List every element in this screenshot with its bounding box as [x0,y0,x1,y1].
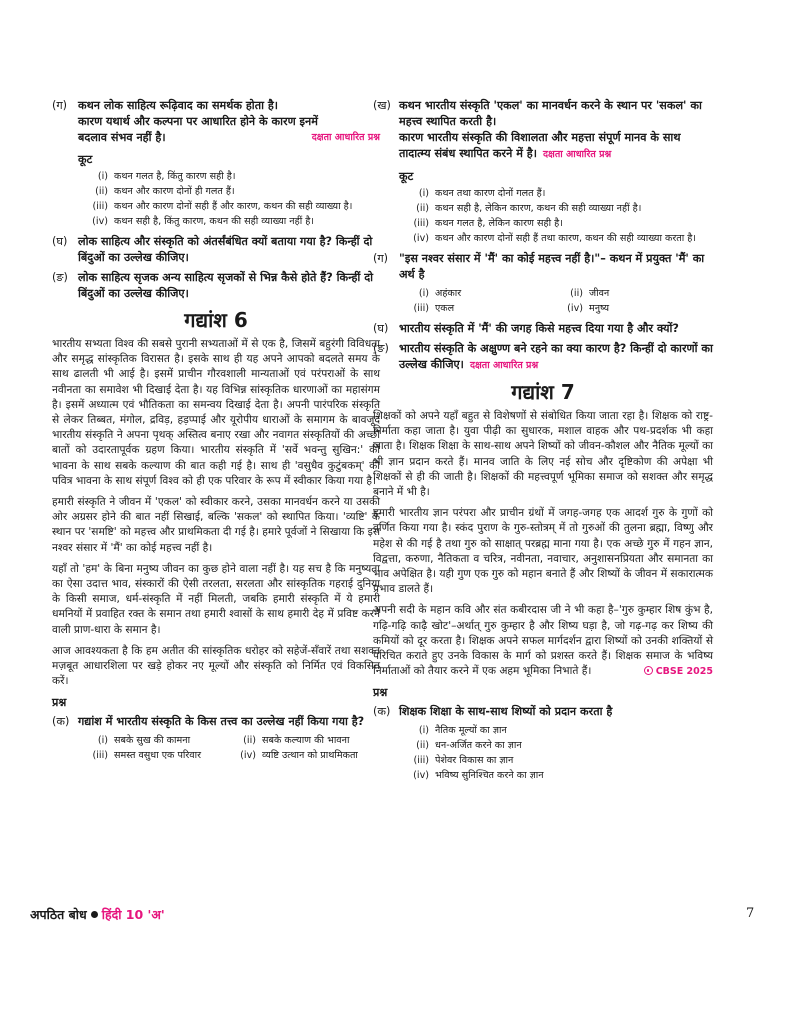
passage-paragraph: हमारी संस्कृति ने जीवन में 'एकल' को स्वीकार करने, उसका मानवर्धन करने या उसकी ओर अग्रसर होने की बात नहीं सिखाई, बल्कि 'सकल' को स्थापित किया। 'व्यष्टि' के स्थान पर 'समष्टि' को महत्त्व और प्राथमिकता दी गई है। हमारे पूर्वजों ने सिखाया कि इस नश्वर संसार में 'मैं' का कोई महत्त्व नहीं है। [52,496,380,554]
question-mark: (घ) [373,322,389,335]
passage-heading: गद्यांश 6 [184,308,248,332]
option: (ii) कथन सही है, लेकिन कारण, कथन की सही व्याख्या नहीं है। [416,203,642,214]
passage-paragraph: भारतीय सभ्यता विश्व की सबसे पुरानी सभ्यताओं में से एक है, जिसमें बहुरंगी विविधता और समृद्ध सांस्कृतिक विरासत है। इसके साथ ही यह अपने आपको बदलते समय के साथ ढालती भी आई है। इसमें प्राचीन गौरवशाली मान्यताओं एवं परंपराओं के साथ नवीनता का समावेश भी दिखाई देता है। यह विभिन्न सांस्कृतिक धारणाओं का महासंगम है। इसमें अध्यात्म एवं भौतिकता का समन्वय दिखाई देता है। अपनी पारंपरिक संस्कृति से लेकर तिब्बत, मंगोल, द्रविड़, हड़प्पाई और यूरोपीय धाराओं के समागम के बावजूद भारतीय संस्कृति ने अपना पृथक् अस्तित्व बनाए रखा और नवागत संस्कृतियों की अच्छी बातों को उदारतापूर्वक ग्रहण किया। भारतीय संस्कृति में 'सर्वे भवन्तु सुखिन:' की भावना के साथ सबके कल्याण की बात कही गई है। साथ ही 'वसुधैव कुटुंबकम्' की पवित्र भावना के साथ संपूर्ण विश्व को ही एक परिवार के रूप में स्वीकार किया गया है। [52,338,380,487]
competency-tag: दक्षता आधारित प्रश्न [542,149,612,160]
question-text: "इस नश्वर संसार में 'मैं' का कोई महत्त्व नहीं है।"– कथन में प्रयुक्त 'मैं' का अर्थ है [399,252,705,281]
mcq-options [84,734,380,762]
left-column [52,98,380,768]
questions-heading: प्रश्न [373,686,388,700]
koot-options [405,187,713,245]
page-footer [30,906,165,923]
book-title: अपठित बोध [30,907,87,922]
mcq-options [405,287,713,315]
reason-cont: बदलाव संभव नहीं है। [78,131,166,144]
questions-heading: प्रश्न [52,696,67,710]
bullet-icon [91,911,98,918]
koot-heading: कूट [78,153,93,166]
option: (iv) कथन सही है, किंतु कारण, कथन की सही व्याख्या नहीं है। [92,216,314,227]
question-ka [52,714,380,730]
question-text: लोक साहित्य और संस्कृति को अंतर्संबंधित क्यों बताया गया है? किन्हीं दो बिंदुओं का उल्लेख कीजिए। [78,235,373,264]
question-mark: (ग) [373,252,389,265]
question-text: शिक्षक शिक्षा के साथ-साथ शिष्यों को प्रदान करता है [399,705,613,719]
koot-heading: कूट [399,170,414,183]
passage-paragraph: यहाँ तो 'हम' के बिना मनुष्य जीवन का कुछ होने वाला नहीं है। यह सच है कि मनुष्यता का ऐसा उदात्त भाव, संस्कारों की ऐसी तरलता, सरलता और सांस्कृतिक गहराई दुनिया के किसी समाज, धर्म-संस्कृति में नहीं मिलती, जबकि हमारी संस्कृति में ये हमारी धमनियों में प्रवाहित रक्त के समान तथा हमारी श्वासों के साथ हमारी देह में प्रविष्ट करने वाली प्राण-धारा के समान है। [52,562,380,636]
option: (i) कथन गलत है, किंतु कारण सही है। [97,171,236,182]
competency-tag: दक्षता आधारित प्रश्न [469,360,539,371]
passage-paragraph: हमारी भारतीय ज्ञान परंपरा और प्राचीन ग्रंथों में जगह-जगह एक आदर्श गुरु के गुणों को वर्णित किया गया है। स्कंद पुराण के गुरु-स्तोत्रम् में तो गुरुओं की तुलना ब्रह्मा, विष्णु और महेश से की गई है तथा गुरु को साक्षात् परब्रह्म माना गया है। एक अच्छे गुरु में गहन ज्ञान, विद्वत्ता, करुणा, नैतिकता व चरित्र, नवीनता, नवाचार, अनुशासनप्रियता और समानता का भाव अपेक्षित है। यही गुण एक गुरु को महान बनाते हैं और शिष्यों के जीवन में सकारात्मक प्रभाव डालते हैं। [373,507,713,596]
option: (iii) समस्त वसुधा एक परिवार [92,750,202,762]
question-mark: (घ) [52,235,68,248]
option: (iv) व्यष्टि उत्थान को प्राथमिकता [240,750,358,762]
option: (i) कथन तथा कारण दोनों गलत हैं। [418,188,546,199]
statement: कथन लोक साहित्य रूढ़िवाद का समर्थक होता है। [78,99,279,112]
question-mark: (क) [373,705,391,719]
target-icon [644,666,653,675]
question-ga [52,98,380,146]
question-mark: (ख) [373,99,391,112]
reason: कारण यथार्थ और कल्पना पर आधारित होने के कारण इनमें [78,115,318,128]
question-kha [373,98,713,163]
option: (iii) पेशेवर विकास का ज्ञान [413,755,514,767]
passage-paragraph: शिक्षकों को अपने यहाँ बहुत से विशेषणों से संबोधित किया जाता रहा है। शिक्षक को राष्ट्र-निर्माता कहा जाता है। युवा पीढ़ी का सुधारक, मशाल वाहक और पथ-प्रदर्शक भी कहा जाता है। शिक्षक शिक्षा के साथ-साथ अपने शिष्यों को जीवन-कौशल और नैतिक मूल्यों का भी ज्ञान प्रदान करते हैं। मानव जाति के लिए नई सोच और दृष्टिकोण की अपेक्षा भी शिक्षकों से ही की जाती है। शिक्षकों की महत्त्वपूर्ण भूमिका समाज को सशक्त और समृद्ध बनाने में भी है। [373,410,713,499]
question-text: भारतीय संस्कृति के अक्षुण्ण बने रहने का क्या कारण है? किन्हीं दो कारणों का उल्लेख कीजिए। [399,342,713,371]
question-mark: (ग) [52,99,68,112]
passage-heading: गद्यांश 7 [511,380,575,404]
right-column [373,98,713,788]
option: (iii) एकल [413,303,455,314]
question-ga [373,251,713,283]
question-text: भारतीय संस्कृति में 'मैं' की जगह किसे महत्त्व दिया गया है और क्यों? [399,322,679,335]
cbse-label: CBSE 2025 [655,666,713,678]
option: (ii) सबके कल्याण की भावना [243,735,350,747]
option: (iv) भविष्य सुनिश्चित करने का ज्ञान [413,770,544,782]
passage-paragraph: आज आवश्यकता है कि हम अतीत की सांस्कृतिक धरोहर को सहेजें-सँवारें तथा सशक्त मज़बूत आधारशिला पर खड़े होकर नए मूल्यों और संस्कृति को निर्मित एवं विकसित करें। [52,644,380,688]
cbse-badge [644,664,713,679]
question-text: लोक साहित्य सृजक अन्य साहित्य सृजकों से भिन्न कैसे होते हैं? किन्हीं दो बिंदुओं का उल्लेख कीजिए। [78,271,374,300]
page-number: 7 [746,906,755,921]
option: (iii) कथन गलत है, लेकिन कारण सही है। [413,218,563,229]
option: (ii) धन-अर्जित करने का ज्ञान [416,740,522,752]
option: (iii) कथन और कारण दोनों सही हैं और कारण, कथन की सही व्याख्या है। [92,201,353,212]
question-mark: (ङ) [373,342,389,355]
option: (iv) मनुष्य [567,303,610,314]
koot-options [84,170,380,228]
option: (iv) कथन और कारण दोनों सही हैं तथा कारण, कथन की सही व्याख्या करता है। [413,233,697,244]
question-mark: (क) [52,715,70,729]
question-text: गद्यांश में भारतीय संस्कृति के किस तत्त्व का उल्लेख नहीं किया गया है? [78,715,365,729]
reason: कारण भारतीय संस्कृति की विशालता और महत्ता संपूर्ण मानव के साथ तादात्म्य संबंध स्थापित करने में है। [399,131,681,160]
option: (ii) कथन और कारण दोनों ही गलत हैं। [95,186,235,197]
question-ka [373,704,713,720]
paragraph-text: अपनी सदी के महान कवि और संत कबीरदास जी ने भी कहा है–'गुरु कुम्हार शिष कुंभ है, गढ़ि-गढ़ि काढ़ै खोट'–अर्थात् गुरु कुम्हार है और शिष्य घड़ा है, जो गढ़-गढ़ कर शिष्य की कमियों को दूर करता है। शिक्षक अपने सफल मार्गदर्शन द्वारा शिष्यों को उनकी शक्तियों से परिचित कराते हुए उनके विकास के मार्ग को प्रशस्त करते हैं। शिक्षक समाज के भविष्य निर्माताओं को तैयार करने में एक अहम भूमिका निभाते हैं। [373,604,713,678]
subject-title: हिंदी 10 'अ' [101,907,165,922]
option: (i) सबके सुख की कामना [97,735,191,747]
passage-paragraph [373,603,713,679]
question-gha [52,234,380,266]
mcq-options [405,724,713,782]
option: (i) अहंकार [418,288,462,299]
question-nga [52,270,380,302]
question-mark: (ङ) [52,271,68,284]
question-gha [373,321,713,337]
question-nga [373,341,713,374]
option: (i) नैतिक मूल्यों का ज्ञान [418,725,507,737]
statement: कथन भारतीय संस्कृति 'एकल' का मानवर्धन करने के स्थान पर 'सकल' का महत्त्व स्थापित करती है। [399,99,702,128]
competency-tag: दक्षता आधारित प्रश्न [311,132,380,143]
option: (ii) जीवन [570,288,610,299]
